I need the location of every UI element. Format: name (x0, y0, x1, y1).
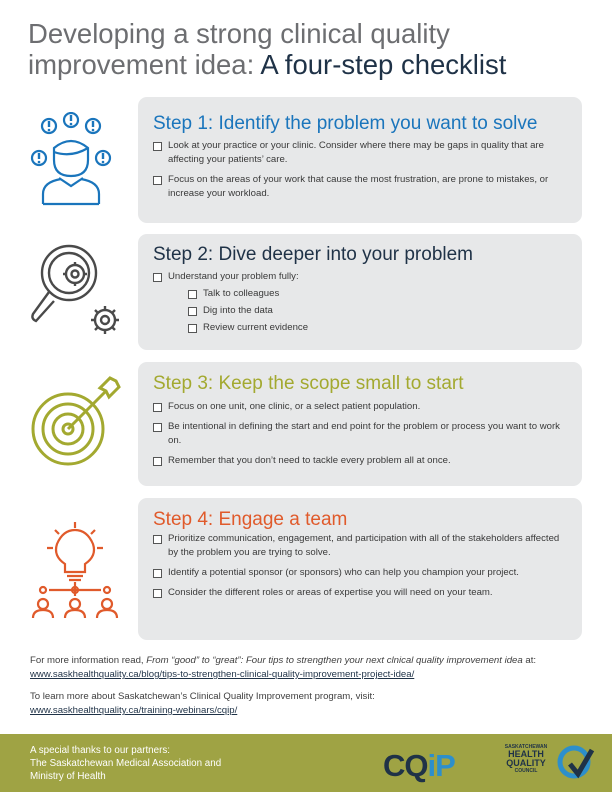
hqc-q-logo-icon (556, 744, 596, 784)
learn-more-text: To learn more about Saskatchewan’s Clinical Quality Improvement program, visit: www.saskhealthquality.ca/training-webinars/cqip/ (30, 691, 375, 716)
title-line-2-dark: A four-step checklist (260, 49, 507, 80)
checklist-item: Understand your problem fully: (153, 270, 568, 284)
checkbox-icon (188, 290, 197, 299)
title-line-2-light: improvement idea: (28, 49, 261, 80)
step-4-card (138, 498, 582, 640)
step-3-card (138, 362, 582, 486)
checkbox-icon (153, 589, 162, 598)
person-with-exclamations-icon (27, 112, 115, 208)
checkbox-icon (153, 457, 162, 466)
checkbox-icon (153, 273, 162, 282)
page-title (28, 18, 598, 80)
checklist-item: Focus on one unit, one clinic, or a select patient population. (153, 400, 568, 414)
target-arrow-icon (28, 374, 123, 469)
blog-link[interactable]: www.saskhealthquality.ca/blog/tips-to-strengthen-clinical-quality-improvement-project-idea/ (30, 669, 415, 680)
checklist-item: Be intentional in defining the start and end point for the problem or process you want to work on. (153, 420, 568, 448)
hqc-logo: SASKATCHEWAN HEALTH QUALITY COUNCIL (504, 744, 548, 774)
checklist-item: Prioritize communication, engagement, and participation with all of the stakeholders affected by the problem you are trying to solve. (153, 532, 568, 560)
checkbox-icon (153, 535, 162, 544)
magnifier-gears-icon (25, 240, 125, 340)
more-info-text: For more information read, From “good” to “great”: Four tips to strengthen your next clnical quality improvement idea at: www.saskhealthquality.ca/blog/tips-to-strengthen-clinical-quality-improvement-project-idea/ (30, 655, 537, 680)
checklist-subitem: Talk to colleagues (188, 287, 568, 301)
checkbox-icon (153, 569, 162, 578)
step-4-title: Step 4: Engage a team (153, 509, 348, 530)
step-2-title: Step 2: Dive deeper into your problem (153, 244, 474, 265)
step-1-card (138, 97, 582, 223)
step-3-title: Step 3: Keep the scope small to start (153, 373, 464, 394)
step-1-title: Step 1: Identify the problem you want to solve (153, 113, 538, 134)
training-link[interactable]: www.saskhealthquality.ca/training-webinars/cqip/ (30, 705, 238, 716)
checkbox-icon (188, 324, 197, 333)
checklist-item: Identify a potential sponsor (or sponsors) who can help you champion your project. (153, 566, 568, 580)
title-line-2 (28, 49, 598, 80)
checkbox-icon (188, 307, 197, 316)
checkbox-icon (153, 176, 162, 185)
checklist-item: Remember that you don’t need to tackle every problem all at once. (153, 454, 568, 468)
partners-thanks: A special thanks to our partners: The Saskatchewan Medical Association and Ministry of Health (30, 745, 222, 782)
cqip-logo: CQiP (383, 748, 455, 783)
checkbox-icon (153, 142, 162, 151)
title-line-1: Developing a strong clinical quality (28, 18, 450, 49)
checklist-subitem: Review current evidence (188, 321, 568, 335)
checklist-item: Focus on the areas of your work that cause the most frustration, are prone to mistakes, or increase your workload. (153, 173, 568, 201)
article-title: From “good” to “great”: Four tips to strengthen your next clnical quality improvement idea (146, 655, 523, 666)
step-2-card (138, 234, 582, 350)
checklist-item: Look at your practice or your clinic. Consider where there may be gaps in quality that are affecting your patients’ care. (153, 139, 568, 167)
checklist-item: Consider the different roles or areas of expertise you will need on your team. (153, 586, 568, 600)
checklist-subitem: Dig into the data (188, 304, 568, 318)
checkbox-icon (153, 403, 162, 412)
checkbox-icon (153, 423, 162, 432)
lightbulb-team-icon (25, 520, 125, 620)
